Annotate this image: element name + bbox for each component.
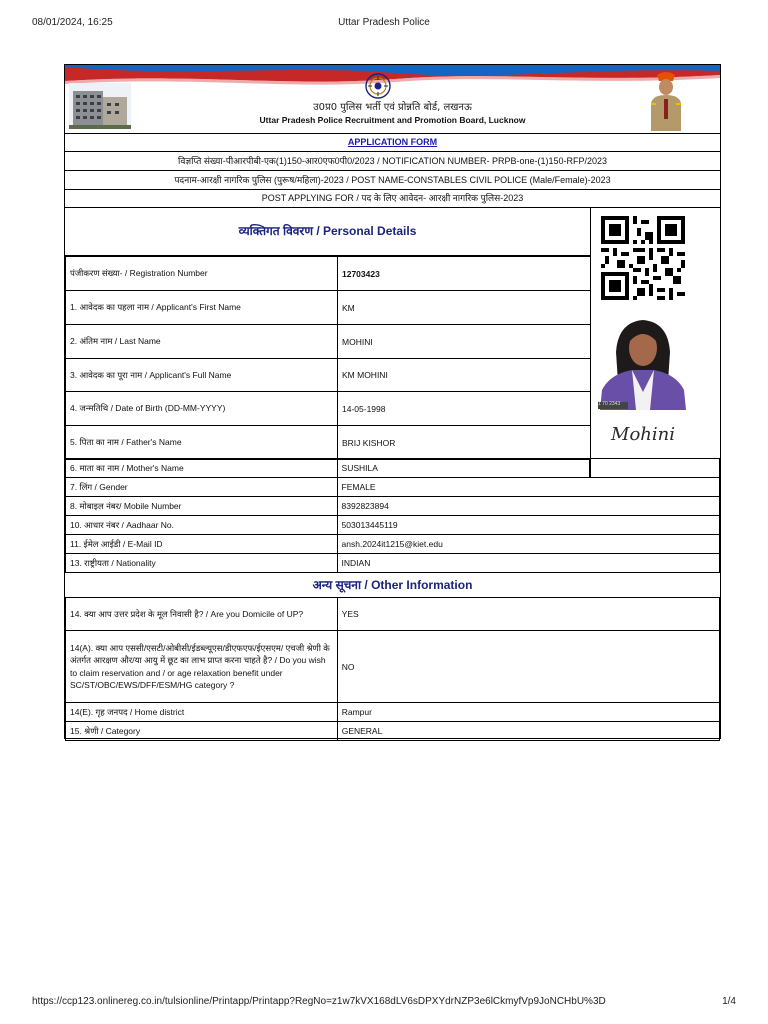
table-row <box>66 325 591 359</box>
field-value: YES <box>337 598 719 631</box>
table-row <box>66 478 720 497</box>
field-label: 10. आधार नंबर / Aadhaar No. <box>66 516 338 535</box>
print-date: 08/01/2024, 16:25 <box>32 17 113 28</box>
table-row <box>66 257 591 291</box>
field-value: 14-05-1998 <box>338 392 591 426</box>
field-value: KM <box>338 291 591 325</box>
table-row <box>66 459 720 478</box>
print-footer <box>32 996 736 1010</box>
field-value: KM MOHINI <box>338 359 591 392</box>
applicant-photo <box>596 312 690 410</box>
table-row <box>66 516 720 535</box>
table-row <box>66 535 720 554</box>
field-value: SUSHILA <box>337 459 590 478</box>
field-value: Rampur <box>337 703 719 722</box>
field-label: 13. राष्ट्रीयता / Nationality <box>66 554 338 573</box>
up-police-emblem-icon <box>365 73 391 99</box>
table-row <box>66 392 591 426</box>
post-name: पदनाम-आरक्षी नागरिक पुलिस (पुरूष/महिला)-2023 / POST NAME-CONSTABLES CIVIL POLICE (Male/Female)-2023 <box>65 171 720 190</box>
table-row <box>66 291 591 325</box>
field-label: 14(E). गृह जनपद / Home district <box>66 703 338 722</box>
empty-cell <box>590 459 720 478</box>
board-name-english: Uttar Pradesh Police Recruitment and Promotion Board, Lucknow <box>259 115 526 125</box>
table-row <box>66 598 720 631</box>
field-label: 7. लिंग / Gender <box>66 478 338 497</box>
field-value: ansh.2024it1215@kiet.edu <box>337 535 719 554</box>
print-url[interactable]: https://ccp123.onlinereg.co.in/tulsionline/Printapp/Printapp?RegNo=z1w7kVX168dLV6sDPXYdrNZP3e6lCkmyfVp9JoNCHbU%3D <box>32 996 606 1007</box>
field-label: 15. श्रेणी / Category <box>66 722 338 741</box>
photo-panel <box>590 208 720 477</box>
field-label: पंजीकरण संख्या- / Registration Number <box>66 257 338 291</box>
table-row <box>66 426 591 460</box>
field-value: 12703423 <box>338 257 591 291</box>
application-form-link[interactable]: APPLICATION FORM <box>65 133 720 152</box>
field-value: BRIJ KISHOR <box>338 426 591 460</box>
field-label: 14(A). क्या आप एससी/एसटी/ओबीसी/ईडब्ल्यूएस/डीएफएफ/ईएसएम/ एचजी श्रेणी के अंतर्गत आरक्षण और/या आयु में छूट का लाभ प्राप्त करना चाहते है? / Do you wish to claim reservation and / or age relaxation benefit under SC/ST/OBC/EWS/DFF/ESM/HG category ? <box>66 631 338 703</box>
print-header <box>32 17 736 31</box>
field-label: 1. आवेदक का पहला नाम / Applicant's First Name <box>66 291 338 325</box>
field-label: 14. क्या आप उत्तर प्रदेश के मूल निवासी है? / Are you Domicile of UP? <box>66 598 338 631</box>
board-name-hindi: उ0प्र0 पुलिस भर्ती एवं प्रोन्नति बोर्ड, लखनऊ <box>313 102 472 113</box>
table-row <box>66 497 720 516</box>
field-label: 4. जन्मतिथि / Date of Birth (DD-MM-YYYY) <box>66 392 338 426</box>
other-information-table <box>65 597 720 741</box>
table-row <box>66 703 720 722</box>
signature-text: Mohini <box>611 424 675 445</box>
field-value: FEMALE <box>337 478 719 497</box>
application-form <box>64 64 721 739</box>
table-row <box>66 359 591 392</box>
personal-details-table-lower <box>65 458 720 573</box>
print-title: Uttar Pradesh Police <box>338 17 430 28</box>
table-row <box>66 722 720 741</box>
other-information-heading: अन्य सूचना / Other Information <box>65 572 720 598</box>
field-value: GENERAL <box>337 722 719 741</box>
post-applying-for: POST APPLYING FOR / पद के लिए आवेदन- आरक्षी नागरिक पुलिस-2023 <box>65 189 720 208</box>
table-row <box>66 554 720 573</box>
field-value: 8392823894 <box>337 497 719 516</box>
field-label: 6. माता का नाम / Mother's Name <box>66 459 338 478</box>
personal-details-table <box>65 256 591 460</box>
board-banner <box>65 65 720 134</box>
field-value: 503013445119 <box>337 516 719 535</box>
field-label: 8. मोबाइल नंबर/ Mobile Number <box>66 497 338 516</box>
field-label: 2. अंतिम नाम / Last Name <box>66 325 338 359</box>
applicant-signature <box>595 419 691 449</box>
field-value: NO <box>337 631 719 703</box>
notification-number: विज्ञप्ति संख्या-पीआरपीबी-एक(1)150-आर0एफ0पी0/2023 / NOTIFICATION NUMBER- PRPB-one-(1)150-RFP/2023 <box>65 152 720 171</box>
table-row <box>66 631 720 703</box>
field-label: 11. ईमेल आईडी / E-Mail ID <box>66 535 338 554</box>
field-label: 3. आवेदक का पूरा नाम / Applicant's Full Name <box>66 359 338 392</box>
page-number: 1/4 <box>722 996 736 1007</box>
qr-code-icon <box>601 216 685 300</box>
personal-details-heading: व्यक्तिगत विवरण / Personal Details <box>65 208 590 256</box>
field-value: INDIAN <box>337 554 719 573</box>
photo-code: 1 70 2343 <box>598 401 621 407</box>
field-value: MOHINI <box>338 325 591 359</box>
field-label: 5. पिता का नाम / Father's Name <box>66 426 338 460</box>
